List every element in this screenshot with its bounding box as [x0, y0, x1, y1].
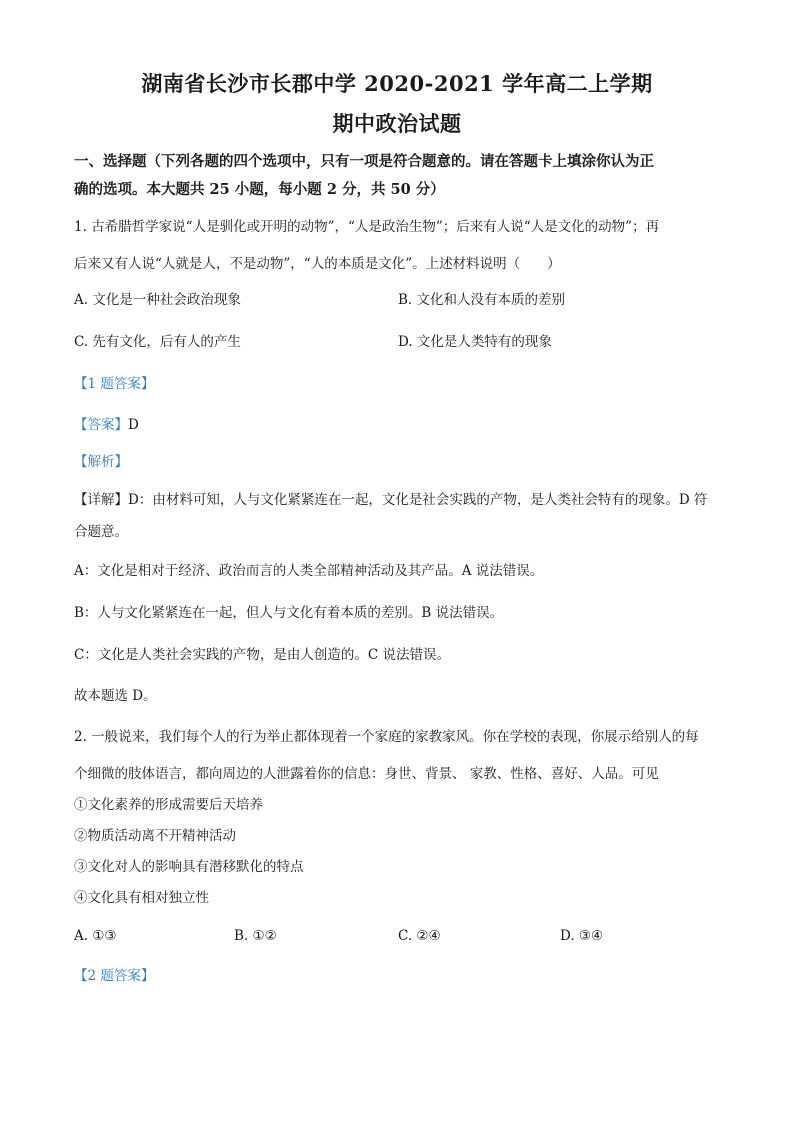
q1-option-b: B. 文化和人没有本质的差别: [398, 292, 566, 308]
q2-statement-3: ③文化对人的影响具有潜移默化的特点: [74, 859, 304, 875]
q2-statement-1: ①文化素养的形成需要后天培养: [74, 797, 263, 813]
q1-answer-heading: 【1 题答案】: [74, 376, 155, 392]
q1-detail-line1: 【详解】D：由材料可知，人与文化紧紧连在一起，文化是社会实践的产物，是人类社会特有的现象。D 符: [74, 492, 708, 508]
q2-stem-line2: 个细微的肢体语言，都向周边的人泄露着你的信息：身世、背景、 家教、性格、喜好、人品。可见: [74, 766, 659, 782]
q2-answer-heading: 【2 题答案】: [74, 968, 155, 984]
q1-option-a: A. 文化是一种社会政治现象: [74, 292, 241, 308]
q1-option-c: C. 先有文化，后有人的产生: [74, 334, 241, 350]
q1-stem-line2: 后来又有人说“人就是人，不是动物”，“人的本质是文化”。上述材料说明（ ）: [74, 256, 561, 272]
q1-explain-c: C：文化是人类社会实践的产物，是由人创造的。C 说法错误。: [74, 647, 450, 663]
section-heading-line2: 确的选项。本大题共 25 小题，每小题 2 分，共 50 分）: [74, 181, 445, 198]
q1-option-d: D. 文化是人类特有的现象: [398, 334, 552, 350]
q1-explain-b: B：人与文化紧紧连在一起，但人与文化有着本质的差别。B 说法错误。: [74, 605, 504, 621]
answer-label: 【答案】: [74, 417, 128, 433]
q1-answer: [74, 415, 724, 435]
q1-conclusion: 故本题选 D。: [74, 688, 157, 704]
page-title: 湖南省长沙市长郡中学 2020-2021 学年高二上学期: [141, 71, 653, 96]
q2-option-b: B. ①②: [234, 928, 277, 944]
q1-analysis-label: 【解析】: [74, 454, 128, 470]
q1-explain-a: A：文化是相对于经济、政治而言的人类全部精神活动及其产品。A 说法错误。: [74, 563, 544, 579]
answer-value: D: [128, 417, 139, 433]
q2-option-d: D. ③④: [560, 928, 604, 944]
q1-detail-line2: 合题意。: [74, 524, 128, 540]
q2-option-a: A. ①③: [74, 928, 117, 944]
q2-statement-4: ④文化具有相对独立性: [74, 890, 209, 906]
q2-statement-2: ②物质活动离不开精神活动: [74, 828, 236, 844]
page-subtitle: 期中政治试题: [332, 111, 462, 136]
q1-stem-line1: 1. 古希腊哲学家说“人是驯化或开明的动物”，“人是政治生物”；后来有人说“人是文化的动物”；再: [74, 219, 660, 235]
section-heading-line1: 一、选择题（下列各题的四个选项中，只有一项是符合题意的。请在答题卡上填涂你认为正: [74, 153, 654, 170]
q2-option-c: C. ②④: [398, 928, 441, 944]
q2-stem-line1: 2. 一般说来，我们每个人的行为举止都体现着一个家庭的家教家风。你在学校的表现，你展示给别人的每: [74, 729, 699, 745]
